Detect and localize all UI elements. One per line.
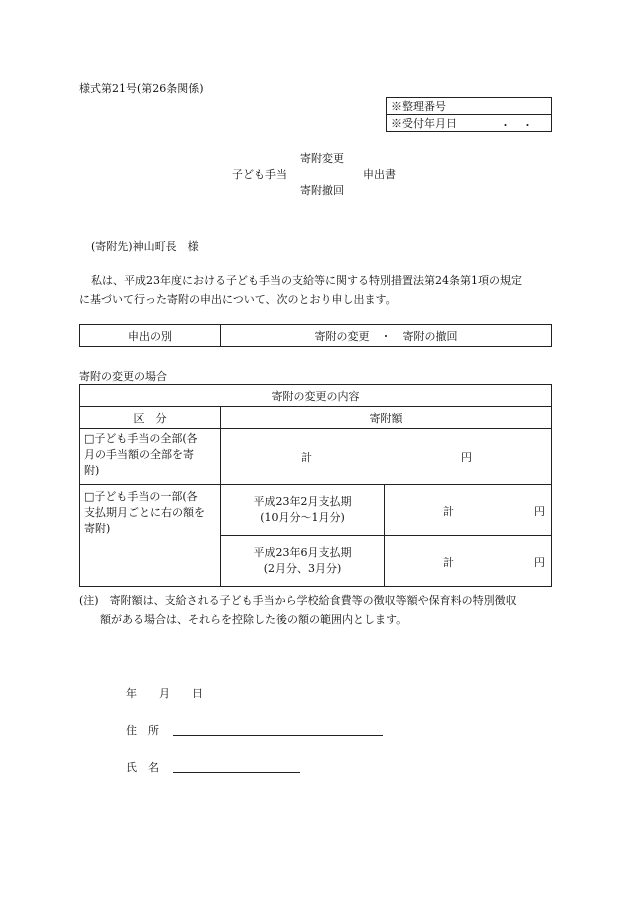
note-line-2: 額がある場合は、それらを控除した後の額の範囲内とします。 — [100, 613, 408, 626]
column-category: 区 分 — [80, 407, 221, 429]
column-donation-amount: 寄附額 — [221, 407, 552, 429]
full-donation-option: □子ども手当の全部(各 月の手当額の全部を寄 附) — [80, 429, 221, 485]
address-field[interactable] — [173, 735, 383, 736]
change-table — [79, 384, 552, 587]
office-date-cell: ※受付年月日 ・ ・ — [387, 115, 552, 132]
change-table-header: 寄附の変更の内容 — [80, 385, 552, 407]
change-section-title: 寄附の変更の場合 — [79, 370, 167, 383]
form-number: 様式第21号(第26条関係) — [79, 82, 204, 95]
body-line-1: 私は、平成23年度における子ども手当の支給等に関する特別措置法第24条第1項の規定 — [91, 274, 522, 287]
title-application: 申出書 — [363, 168, 396, 181]
full-donation-amount: 計 円 — [221, 429, 552, 485]
request-type-table — [79, 324, 552, 347]
name-label: 氏 名 — [126, 761, 159, 774]
date-line: 年 月 日 — [126, 687, 203, 700]
payment-period-feb-amount: 計 円 — [385, 485, 552, 536]
address-label: 住 所 — [126, 724, 159, 737]
payment-period-feb: 平成23年2月支払期 (10月分～1月分) — [221, 485, 385, 536]
note-line-1: (注) 寄附額は、支給される子ども手当から学校給食費等の徴収等額や保育料の特別徴収 — [79, 594, 517, 607]
name-field[interactable] — [173, 772, 300, 773]
office-date-dots: ・ ・ — [500, 119, 533, 132]
office-use-box — [386, 97, 552, 132]
payment-period-jun: 平成23年6月支払期 (2月分、3月分) — [221, 536, 385, 587]
payment-period-jun-amount: 計 円 — [385, 536, 552, 587]
title-change: 寄附変更 — [300, 152, 344, 165]
request-type-label: 申出の別 — [80, 325, 221, 347]
body-line-2: に基づいて行った寄附の申出について、次のとおり申し出ます。 — [79, 293, 397, 306]
partial-donation-option: □子ども手当の一部(各 支払期月ごとに右の額を 寄附) — [80, 485, 221, 587]
office-number-cell: ※整理番号 — [387, 98, 552, 115]
request-type-options: 寄附の変更 ・ 寄附の撤回 — [221, 325, 552, 347]
addressee: (寄附先)神山町長 様 — [91, 240, 199, 253]
title-withdrawal: 寄附撤回 — [300, 184, 344, 197]
title-child-allowance: 子ども手当 — [232, 168, 287, 181]
